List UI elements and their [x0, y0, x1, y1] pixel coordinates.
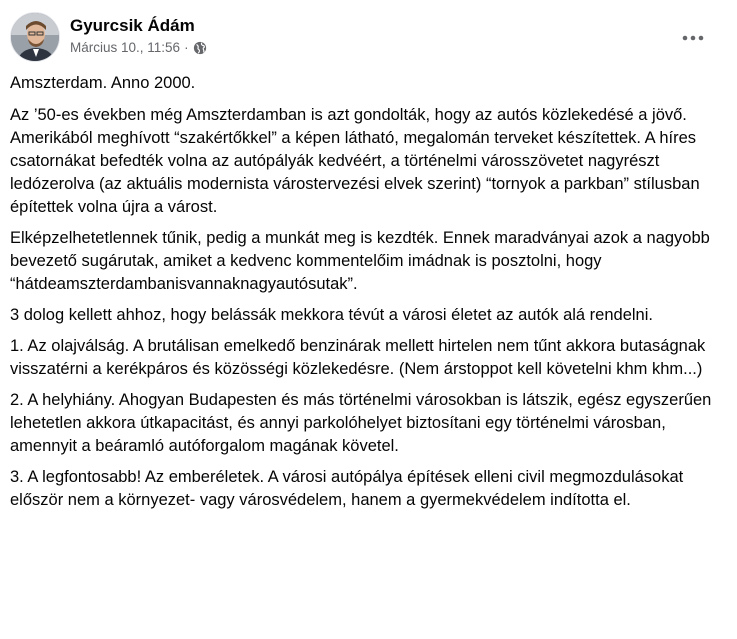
- post-paragraph: Az ’50-es években még Amszterdamban is azt gondolták, hogy az autós közlekedésé a jövő. Amerikából meghívott “szakértőkkel” a képen látható, megalomán terveket készítettek. A híres csatornákat befedték volna az autópályák kedvéért, a történelmi városszövetet nagyrészt ledózerolva (az aktuális modernista várostervezési elvek szerint) “tornyok a parkban” stílusban építettek volna újra a várost.: [10, 106, 700, 216]
- post-paragraph: 2. A helyhiány. Ahogyan Budapesten és más történelmi városokban is látszik, egész egyszerűen lehetetlen akkora útkapacitást, és annyi parkolóhelyet biztosítani egy történelmi városban, amennyit a beáramló autóforgalom magának követel.: [10, 391, 712, 455]
- post-meta: [70, 39, 207, 57]
- post-paragraph: Amszterdam. Anno 2000.: [10, 74, 196, 92]
- avatar-photo: [11, 13, 60, 62]
- post-body: [10, 72, 727, 520]
- author-name[interactable]: Gyurcsik Ádám: [70, 16, 195, 35]
- more-options-button[interactable]: [677, 22, 709, 54]
- post-paragraph: Elképzelhetetlennek tűnik, pedig a munkát meg is kezdték. Ennek maradványai azok a nagyobb bevezető sugárutak, amiket a kedvenc kommentelőim imádnak is posztolni, hogy “hátdeamszterdambanisvannaknagyautósutak”.: [10, 229, 710, 293]
- author-block: [70, 15, 207, 57]
- globe-icon[interactable]: [193, 41, 207, 55]
- post-timestamp[interactable]: Március 10., 11:56: [70, 40, 181, 55]
- post-paragraph: 1. Az olajválság. A brutálisan emelkedő benzinárak mellett hirtelen nem tűnt akkora butaságnak visszatérni a kerékpáros és közösségi közlekedésre. (Nem árstoppot kell követelni khm khm...): [10, 337, 706, 378]
- meta-separator: ·: [184, 40, 189, 55]
- post-header: [10, 12, 727, 64]
- post-paragraph: 3 dolog kellett ahhoz, hogy belássák mekkora tévút a városi életet az autók alá rendelni.: [10, 306, 653, 324]
- more-options-icon: [682, 35, 704, 41]
- author-avatar[interactable]: [10, 12, 60, 62]
- post-paragraph: 3. A legfontosabb! Az emberéletek. A városi autópálya építések elleni civil megmozdulásokat először nem a környezet- vagy városvédelem, hanem a gyermekvédelem indította el.: [10, 468, 684, 509]
